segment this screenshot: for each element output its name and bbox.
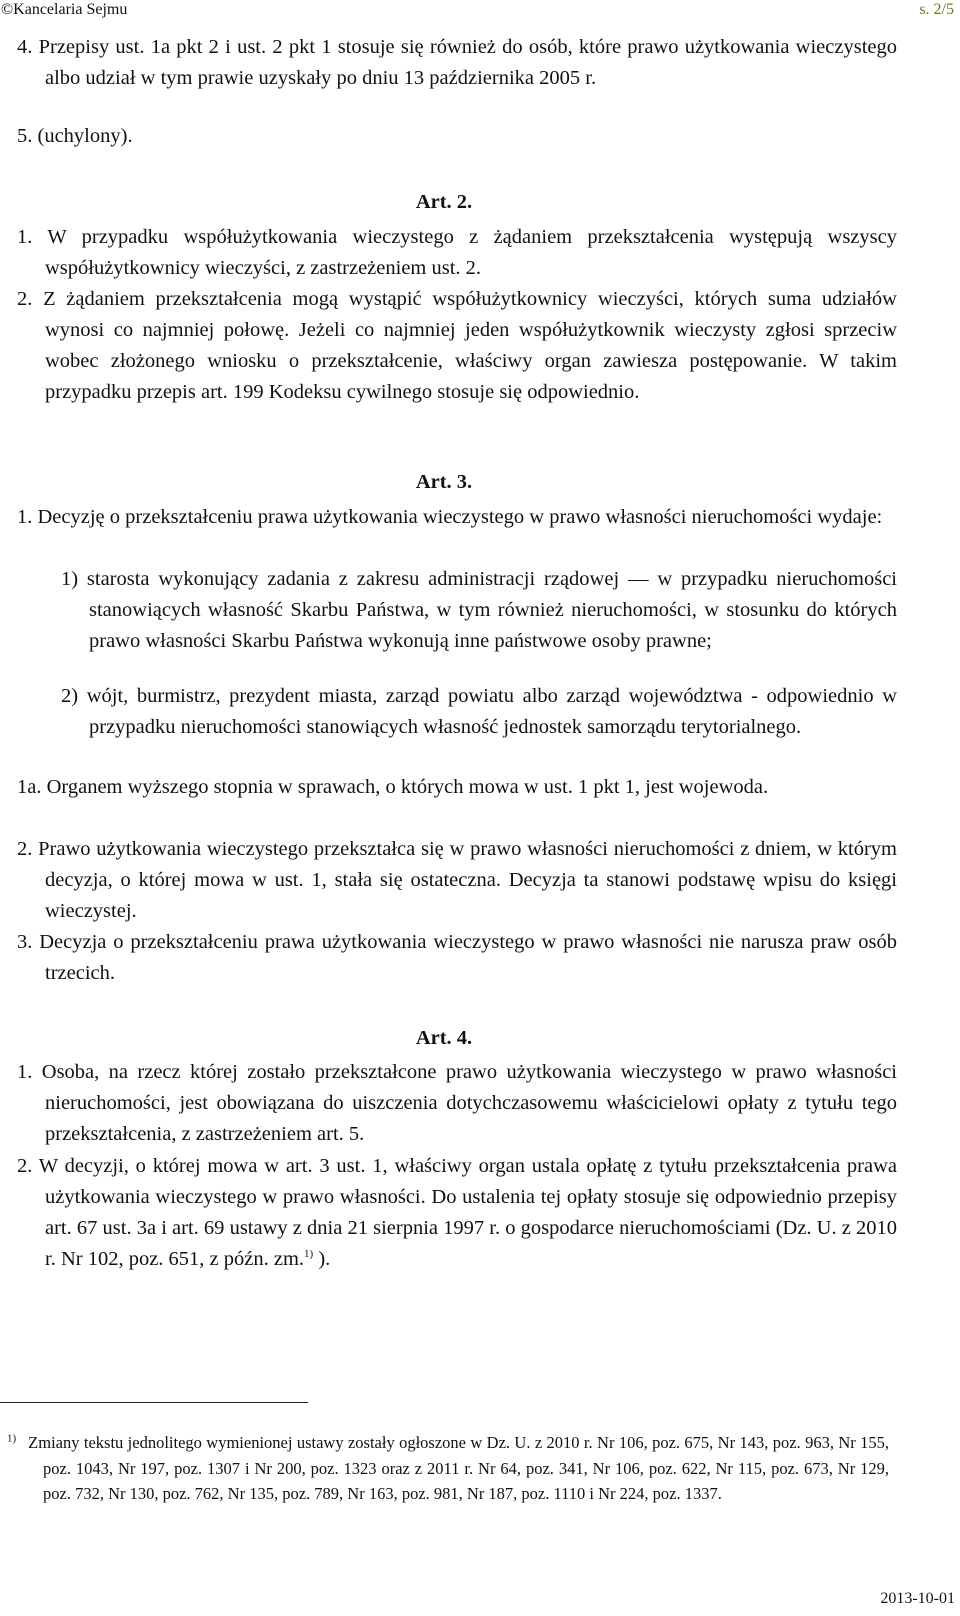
art3-item-2: 2) wójt, burmistrz, prezydent miasta, zarząd powiatu albo zarząd województwa - odpowiednio w przypadku nieruchomości stanowiących własność jednostek samorządu terytorialnego. bbox=[61, 685, 897, 738]
art3-item-1: 1) starosta wykonujący zadania z zakresu administracji rządowej — w przypadku nieruchomości stanowiących własność Skarbu Państwa, w tym również nieruchomości, w stosunku do których prawo własności Skarbu Państwa wykonują inne państwowe osoby prawne; bbox=[61, 568, 897, 652]
copyright-notice: ©Kancelaria Sejmu bbox=[1, 1, 128, 18]
footnote-separator bbox=[0, 1402, 308, 1403]
art4-heading: Art. 4. bbox=[415, 1027, 473, 1049]
art3-heading: Art. 3. bbox=[415, 471, 473, 493]
footnote-marker: 1) bbox=[7, 1432, 17, 1445]
footnote-reference[interactable]: 1) bbox=[304, 1248, 314, 1261]
art4-paragraph-2-end: ). bbox=[313, 1248, 331, 1270]
page-number: s. 2/5 bbox=[919, 1, 954, 18]
footnote-text: Zmiany tekstu jednolitego wymienionej ustawy zostały ogłoszone w Dz. U. z 2010 r. Nr 106, poz. 675, Nr 143, poz. 963, Nr 155, poz. 1043, Nr 197, poz. 1307 i Nr 200, poz. 1323 oraz z 2011 r. Nr 64, poz. 341, Nr 106, poz. 622, Nr 115, poz. 673, Nr 129, poz. 732, Nr 130, poz. 762, Nr 135, poz. 789, Nr 163, poz. 981, Nr 187, poz. 1110 i Nr 224, poz. 1337. bbox=[28, 1433, 889, 1503]
art1-paragraph-4: 4. Przepisy ust. 1a pkt 2 i ust. 2 pkt 1 stosuje się również do osób, które prawo użytkowania wieczystego albo udział w tym prawie uzyskały po dniu 13 października 2005 r. bbox=[17, 36, 897, 89]
art2-paragraph-1: 1. W przypadku współużytkowania wieczystego z żądaniem przekształcenia występują wszyscy współużytkownicy wieczyści, z zastrzeżeniem ust. 2. bbox=[17, 226, 897, 279]
art1-paragraph-5: 5. (uchylony). bbox=[17, 125, 133, 147]
art3-paragraph-1: 1. Decyzję o przekształceniu prawa użytkowania wieczystego w prawo własności nieruchomości wydaje: bbox=[17, 506, 883, 528]
art2-paragraph-2: 2. Z żądaniem przekształcenia mogą wystąpić współużytkownicy wieczyści, których suma udziałów wynosi co najmniej połowę. Jeżeli co najmniej jeden współużytkownik wieczysty zgłosi sprzeciw wobec złożonego wniosku o przekształcenie, właściwy organ zawiesza postępowanie. W takim przypadku przepis art. 199 Kodeksu cywilnego stosuje się odpowiednio. bbox=[17, 288, 897, 403]
footnote bbox=[7, 1430, 889, 1507]
page-header bbox=[0, 1, 958, 23]
art4-paragraph-2 bbox=[17, 1151, 897, 1275]
art3-paragraph-2: 2. Prawo użytkowania wieczystego przekształca się w prawo własności nieruchomości z dniem, w którym decyzja, o której mowa w ust. 1, stała się ostateczna. Decyzja ta stanowi podstawę wpisu do księgi wieczystej. bbox=[17, 838, 897, 922]
art3-paragraph-3: 3. Decyzja o przekształceniu prawa użytkowania wieczystego w prawo własności nie narusza praw osób trzecich. bbox=[17, 931, 897, 984]
document-date: 2013-10-01 bbox=[880, 1590, 955, 1607]
art2-heading: Art. 2. bbox=[415, 191, 473, 213]
art4-paragraph-1: 1. Osoba, na rzecz której zostało przekształcone prawo użytkowania wieczystego w prawo własności nieruchomości, jest obowiązana do uiszczenia dotychczasowemu właścicielowi opłaty z tytułu tego przekształcenia, z zastrzeżeniem art. 5. bbox=[17, 1061, 897, 1145]
art3-paragraph-1a: 1a. Organem wyższego stopnia w sprawach, o których mowa w ust. 1 pkt 1, jest wojewoda. bbox=[17, 776, 769, 798]
art4-paragraph-2-text: 2. W decyzji, o której mowa w art. 3 ust. 1, właściwy organ ustala opłatę z tytułu przekształcenia prawa użytkowania wieczystego w prawo własności. Do ustalenia tej opłaty stosuje się odpowiednio przepisy art. 67 ust. 3a i art. 69 ustawy z dnia 21 sierpnia 1997 r. o gospodarce nieruchomościami (Dz. U. z 2010 r. Nr 102, poz. 651, z późn. zm. bbox=[17, 1155, 897, 1270]
